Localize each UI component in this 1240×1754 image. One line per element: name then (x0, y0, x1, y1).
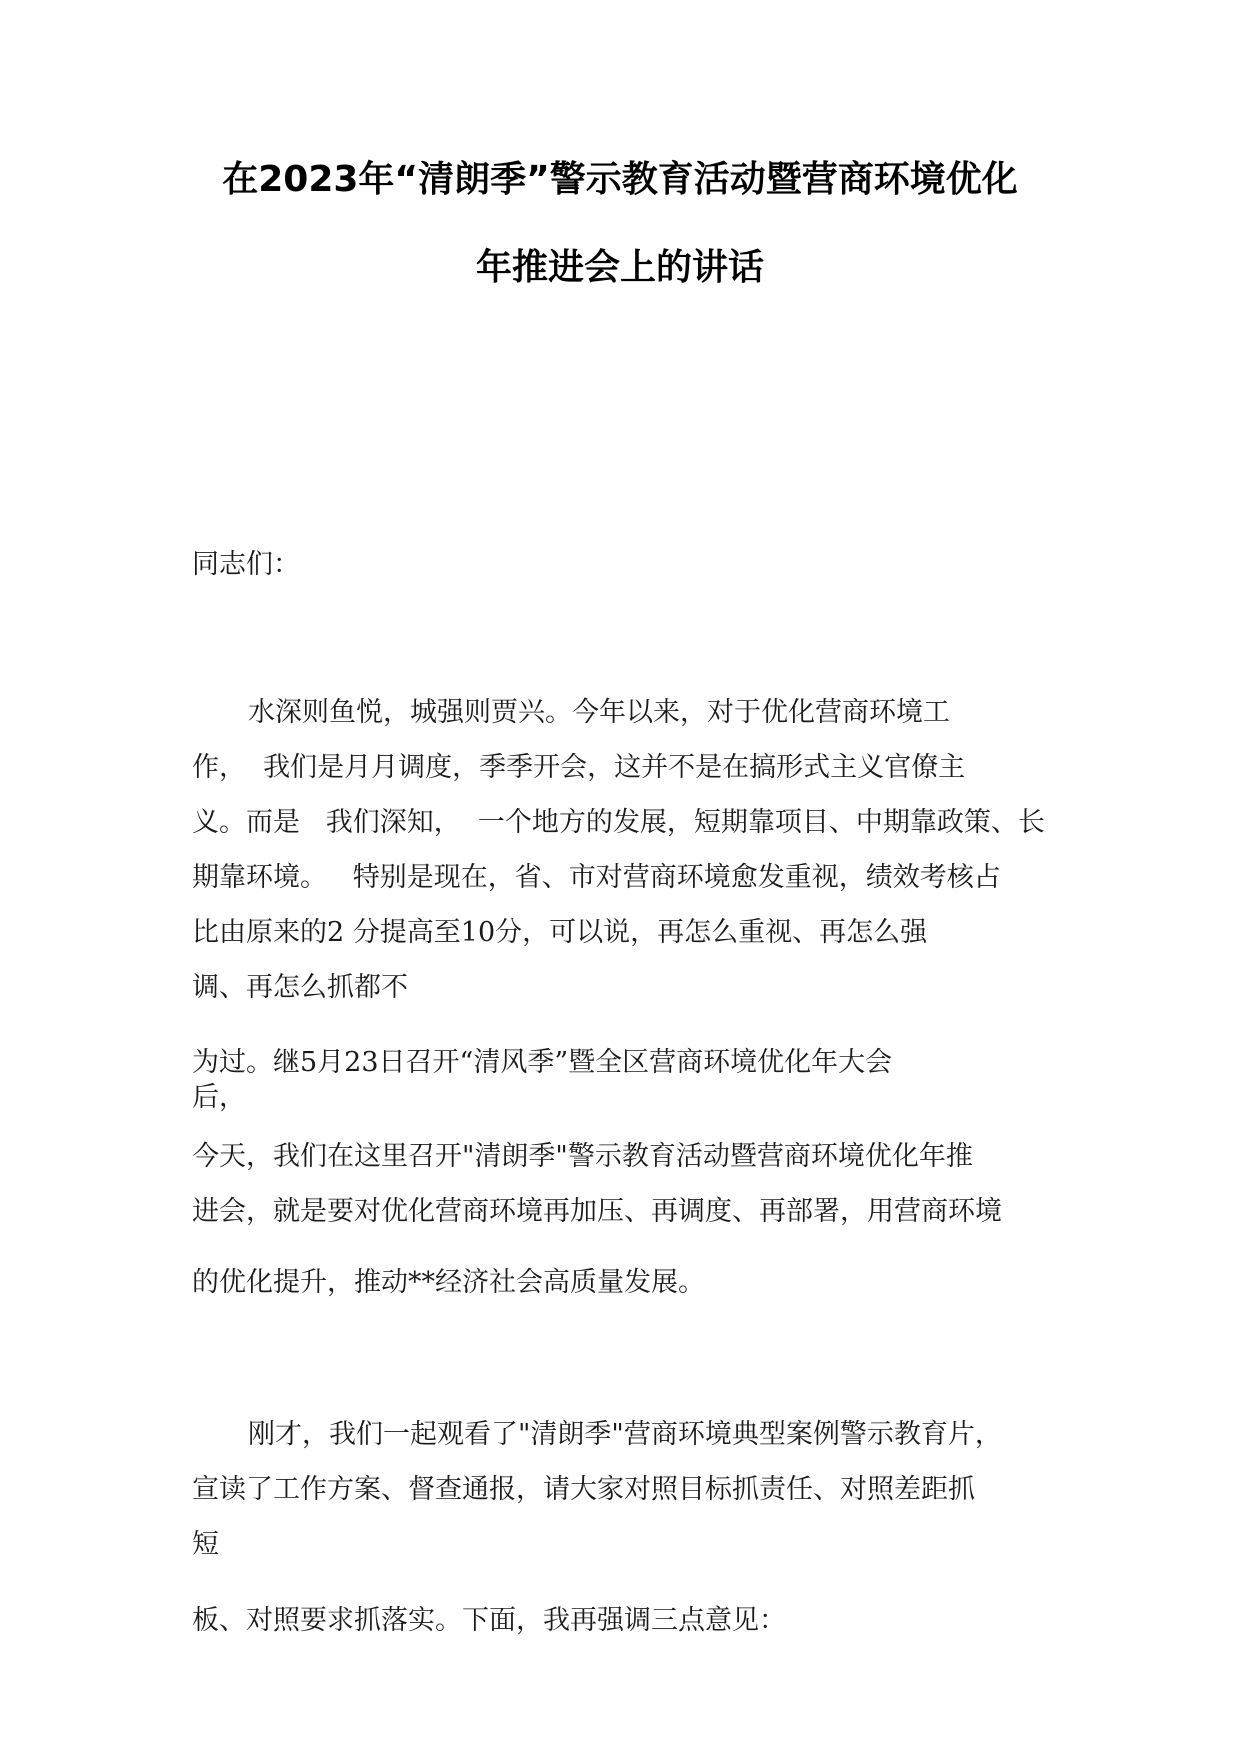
paragraph-1-line-5: 比由原来的2 分提高至10分，可以说，再怎么重视、再怎么强 (192, 917, 928, 948)
paragraph-1-line-3: 义。而是 我们深知， 一个地方的发展，短期靠项目、中期靠政策、长 (192, 807, 1045, 838)
paragraph-2-line-1: 为过。继5月23日召开“清风季”暨全区营商环境优化年大会 (192, 1047, 893, 1078)
paragraph-3-line-1: 今天，我们在这里召开"清朗季"警示教育活动暨营商环境优化年推 (192, 1141, 973, 1172)
paragraph-1-line-1: 水深则鱼悦，城强则贾兴。今年以来，对于优化营商环境工 (248, 697, 950, 728)
paragraph-1-line-6: 调、再怎么抓都不 (192, 972, 408, 1003)
paragraph-1-line-2: 作， 我们是月月调度，季季开会，这并不是在搞形式主义官僚主 (192, 752, 966, 783)
paragraph-3-line-3: 的优化提升，推动**经济社会高质量发展。 (192, 1267, 705, 1298)
paragraph-3-line-2: 进会，就是要对优化营商环境再加压、再调度、再部署，用营商环境 (192, 1196, 1002, 1227)
title-line-2: 年推进会上的讲话 (475, 247, 764, 288)
salutation: 同志们： (192, 549, 300, 580)
title-line-1: 在2023年“清朗季”警示教育活动暨营商环境优化 (222, 159, 1018, 200)
paragraph-4-line-2: 宣读了工作方案、督查通报，请大家对照目标抓责任、对照差距抓 (192, 1474, 975, 1505)
paragraph-2-line-2: 后， (192, 1082, 246, 1113)
paragraph-1-line-4: 期靠环境。 特别是现在，省、市对营商环境愈发重视，绩效考核占 (192, 862, 1001, 893)
paragraph-4-line-3: 短 (192, 1529, 219, 1560)
paragraph-4-line-1: 刚才，我们一起观看了"清朗季"营商环境典型案例警示教育片， (248, 1419, 1002, 1450)
paragraph-5-line-1: 板、对照要求抓落实。下面，我再强调三点意见： (192, 1605, 786, 1636)
